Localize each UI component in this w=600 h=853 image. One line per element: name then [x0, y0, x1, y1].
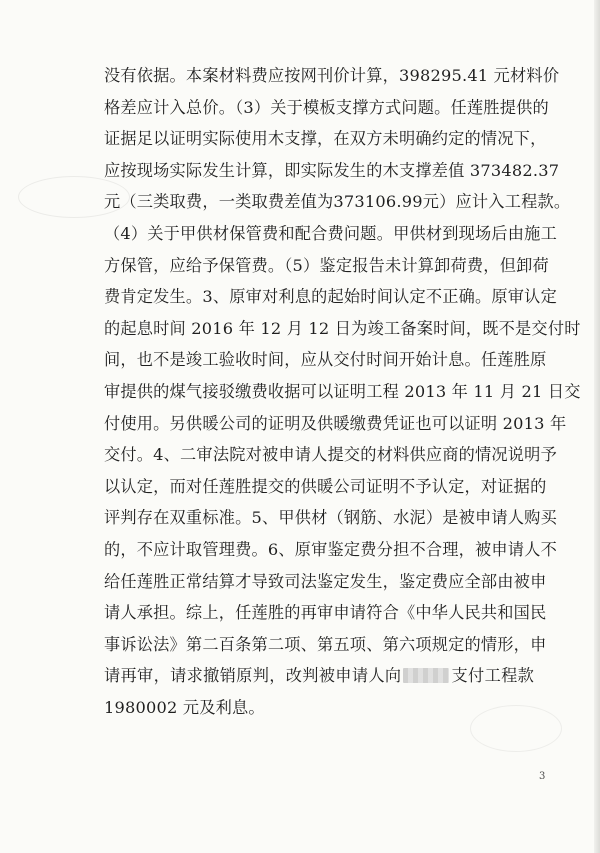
text-line: 审提供的煤气接驳缴费收据可以证明工程 2013 年 11 月 21 日交: [104, 381, 581, 401]
text-line: 评判存在双重标准。5、甲供材（钢筋、水泥）是被申请人购买: [104, 508, 557, 528]
text-segment: 请再审，请求撤销原判，改判被申请人向: [104, 666, 402, 686]
text-line: 的起息时间 2016 年 12 月 12 日为竣工备案时间，既不是交付时: [104, 318, 581, 338]
text-line: 的，不应计取管理费。6、原审鉴定费分担不合理，被申请人不: [104, 539, 557, 559]
text-line: 元（三类取费，一类取费差值为373106.99元）应计入工程款。: [104, 192, 571, 212]
text-line: 交付。4、二审法院对被申请人提交的材料供应商的情况说明予: [104, 445, 557, 465]
text-line: 以认定，而对任莲胜提交的供暖公司证明不予认定，对证据的: [104, 476, 547, 496]
text-line: 请人承担。综上，任莲胜的再审申请符合《中华人民共和国民: [104, 603, 547, 623]
text-line: 费肯定发生。3、原审对利息的起始时间认定不正确。原审认定: [104, 287, 557, 307]
text-line: 格差应计入总价。（3）关于模板支撑方式问题。任莲胜提供的: [104, 97, 549, 117]
text-line: 给任莲胜正常结算才导致司法鉴定发生，鉴定费应全部由被申: [104, 571, 547, 591]
page-number: 3: [539, 771, 546, 782]
text-line: 事诉讼法》第二百条第二项、第五项、第六项规定的情形，申: [104, 634, 547, 654]
text-line: 证据足以证明实际使用木支撑，在双方未明确约定的情况下，: [104, 129, 547, 149]
text-line: （4）关于甲供材保管费和配合费问题。甲供材到现场后由施工: [104, 223, 557, 243]
text-line: 间，也不是竣工验收时间，应从交付时间开始计息。任莲胜原: [104, 350, 547, 370]
text-line: 没有依据。本案材料费应按网刊价计算，398295.41 元材料价: [104, 66, 560, 85]
body-text: [104, 60, 581, 723]
text-line: 付使用。另供暖公司的证明及供暖缴费凭证也可以证明 2013 年: [104, 413, 567, 433]
text-line: 方保管，应给予保管费。（5）鉴定报告未计算卸荷费，但卸荷: [104, 255, 549, 275]
text-line: 1980002 元及利息。: [104, 697, 265, 717]
text-line: 应按现场实际发生计算，即实际发生的木支撑差值 373482.37: [104, 160, 560, 180]
page-edge: [594, 0, 600, 853]
redacted-name-block: [403, 668, 449, 683]
text-line-with-redaction: [104, 660, 534, 692]
text-segment: 支付工程款: [451, 666, 534, 686]
